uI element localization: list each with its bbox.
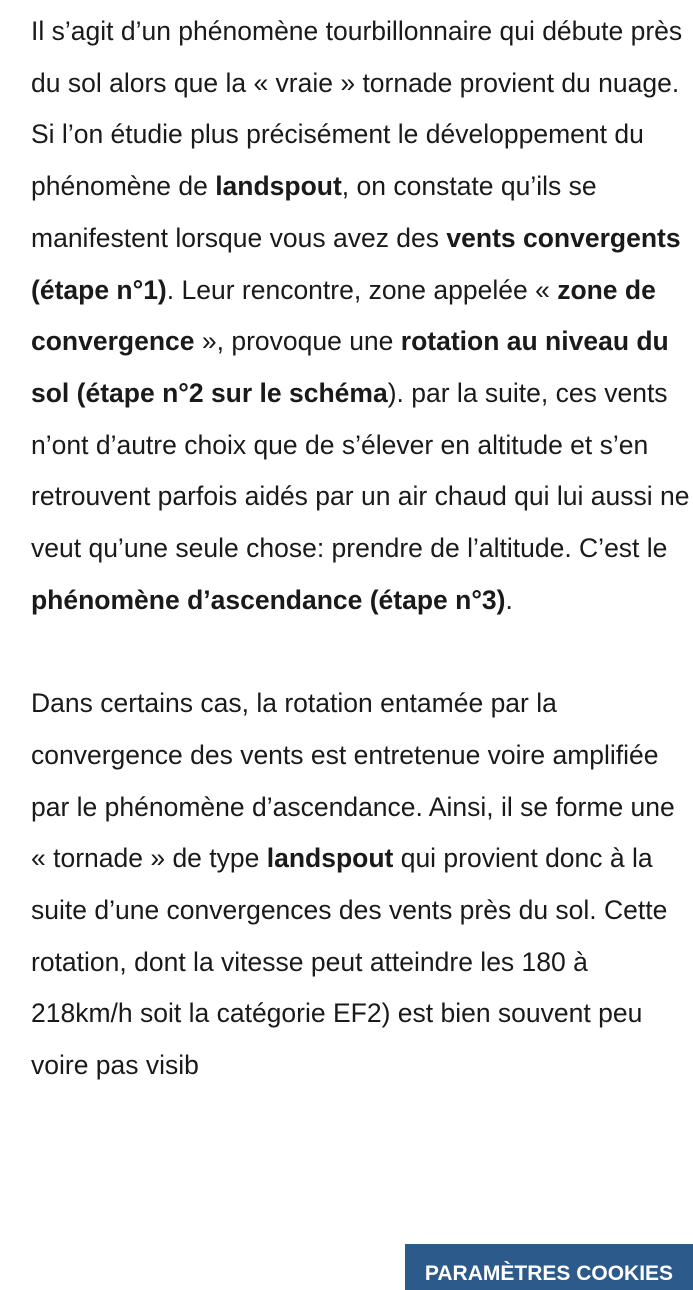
bold-term-landspout: landspout bbox=[266, 843, 394, 874]
text-run: Dans certains cas, la rotation entamée par la convergence des vents est entretenue voire amplifiée par le phénomène d’ascendance. Ainsi, il se forme une « tornade » de type bbox=[31, 688, 675, 874]
article-paragraph-1 bbox=[31, 6, 693, 626]
text-run: . bbox=[505, 584, 513, 615]
bold-term-landspout: landspout bbox=[215, 171, 342, 202]
article-paragraph-2 bbox=[31, 678, 693, 1092]
bold-term-zone-de-convergence: zone de convergence bbox=[31, 274, 656, 357]
bold-term-vents-convergents: vents convergents (étape n°1) bbox=[31, 222, 681, 305]
bold-term-phenomene-ascendance: phénomène d’ascendance (étape n°3) bbox=[31, 584, 506, 615]
text-run: . Leur rencontre, zone appelée « bbox=[166, 274, 558, 305]
article-body bbox=[31, 6, 693, 1092]
text-run: qui provient donc à la suite d’une convergences des vents près du sol. Cette rotation, dont la vitesse peut atteindre les 180 à 218km/h soit la catégorie EF2) est bien souvent peu voire pas visib bbox=[31, 843, 668, 1081]
text-run: , on constate qu’ils se manifestent lorsque vous avez des bbox=[31, 171, 597, 253]
cookie-settings-button[interactable]: PARAMÈTRES COOKIES bbox=[405, 1244, 693, 1290]
text-run: ). par la suite, ces vents n’ont d’autre choix que de s’élever en altitude et s’en retrouvent parfois aidés par un air chaud qui lui aussi ne veut qu’une seule chose: prendre de l’altitude. C’est le bbox=[31, 377, 690, 564]
bold-term-rotation-au-sol: rotation au niveau du sol (étape n°2 sur le schéma bbox=[31, 326, 669, 408]
text-run: », provoque une bbox=[194, 326, 401, 357]
text-run: Il s’agit d’un phénomène tourbillonnaire qui débute près du sol alors que la « vraie » tornade provient du nuage. Si l’on étudie plus précisément le développement du phénomène de bbox=[31, 16, 683, 202]
